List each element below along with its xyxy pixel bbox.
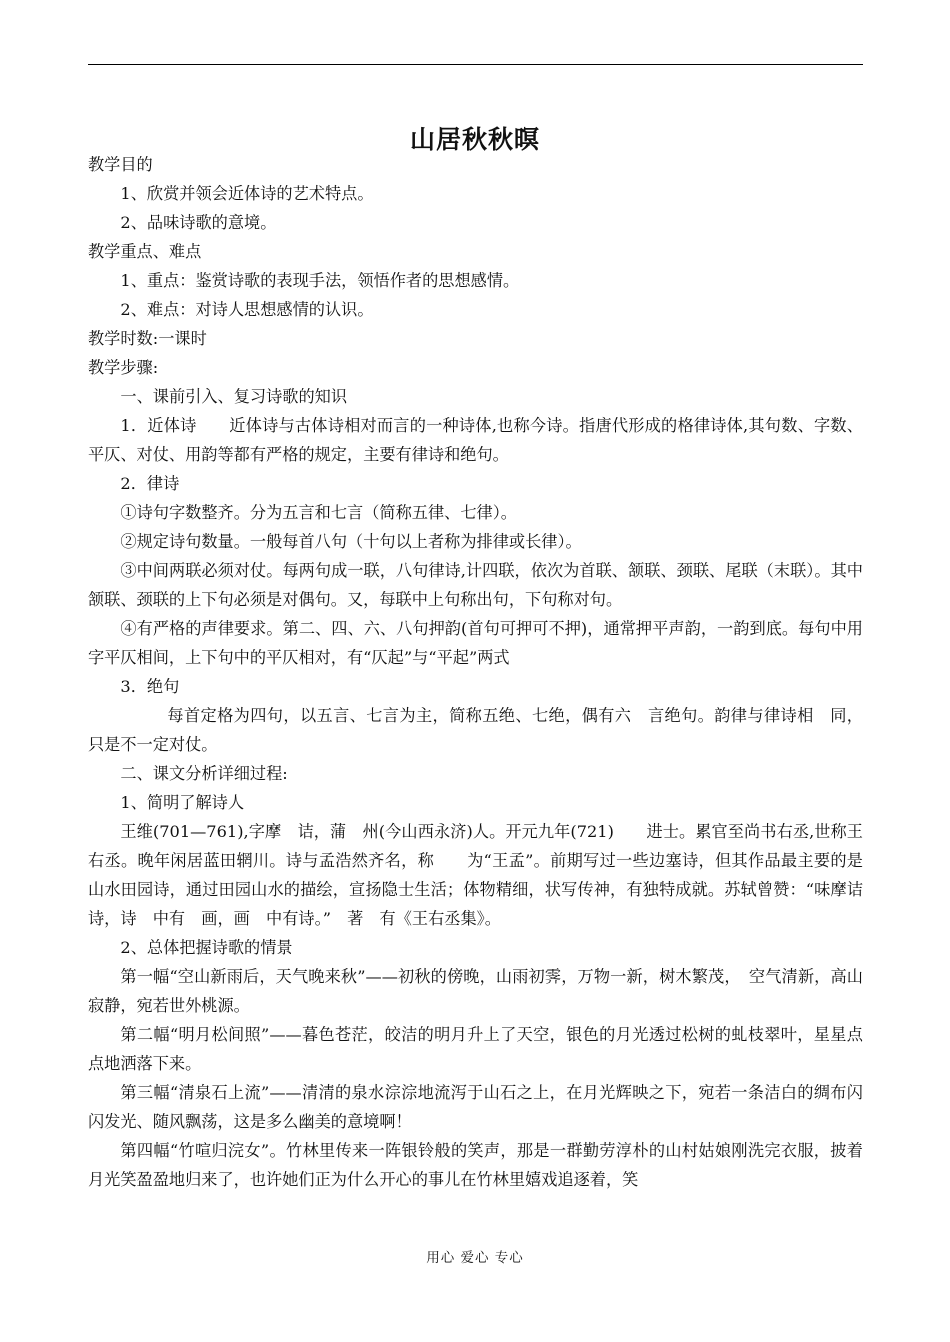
key-point-item: 2、难点：对诗人思想感情的认识。 <box>120 300 374 319</box>
rule-item: ②规定诗句数量。一般每首八句（十句以上者称为排律或长律）。 <box>120 532 582 551</box>
paragraph: 1．近体诗 近体诗与古体诗相对而言的一种诗体,也称今诗。指唐代形成的格律诗体,其句数、字数、平仄、对仗、用韵等都有严格的规定，主要有律诗和绝句。 <box>88 416 863 464</box>
section-heading: 一、课前引入、复习诗歌的知识 <box>120 387 348 406</box>
objective-item: 2、品味诗歌的意境。 <box>120 213 277 232</box>
subheading: 2．律诗 <box>120 474 180 493</box>
heading-objectives: 教学目的 <box>88 155 153 174</box>
paragraph: 第一幅“空山新雨后，天气晚来秋”——初秋的傍晚，山雨初霁，万物一新，树木繁茂， 空气清新，高山寂静，宛若世外桃源。 <box>88 967 863 1015</box>
heading-key-points: 教学重点、难点 <box>88 242 202 261</box>
paragraph: 王维(701—761),字摩 诘，蒲 州(今山西永济)人。开元九年(721) 进士。累官至尚书右丞,世称王右丞。晚年闲居蓝田辋川。诗与孟浩然齐名，称 为“王孟”。前期写过一些边塞诗，但其作品最主要的是山水田园诗，通过田园山水的描绘，宣扬隐士生活；体物精细，状写传神，有独特成就。苏轼曾赞：“味摩诘诗，诗 中有 画，画 中有诗。” 著 有《王右丞集》。 <box>88 822 863 928</box>
section-heading: 二、课文分析详细过程: <box>120 764 288 783</box>
class-hours: 教学时数:一课时 <box>88 329 207 348</box>
rule-item: ④有严格的声律要求。第二、四、六、八句押韵(首句可押可不押)，通常押平声韵，一韵到底。每句中用字平仄相间，上下句中的平仄相对，有“仄起”与“平起”两式 <box>88 619 863 667</box>
paragraph: 每首定格为四句，以五言、七言为主，简称五绝、七绝，偶有六 言绝句。韵律与律诗相 同，只是不一定对仗。 <box>88 706 863 754</box>
header-rule <box>88 64 863 65</box>
objective-item: 1、欣赏并领会近体诗的艺术特点。 <box>120 184 374 203</box>
paragraph: 第四幅“竹喧归浣女”。竹林里传来一阵银铃般的笑声，那是一群勤劳淳朴的山村姑娘刚洗完衣服，披着月光笑盈盈地归来了，也许她们正为什么开心的事儿在竹林里嬉戏追逐着，笑 <box>88 1141 863 1189</box>
subheading: 1、简明了解诗人 <box>120 793 245 812</box>
rule-item: ①诗句字数整齐。分为五言和七言（简称五律、七律）。 <box>120 503 517 522</box>
subheading: 2、总体把握诗歌的情景 <box>120 938 293 957</box>
heading-steps: 教学步骤: <box>88 358 159 377</box>
subheading: 3．绝句 <box>120 677 180 696</box>
key-point-item: 1、重点：鉴赏诗歌的表现手法，领悟作者的思想感情。 <box>120 271 520 290</box>
page-title: 山居秋秋暝 <box>409 125 540 154</box>
paragraph: 第三幅“清泉石上流”——清清的泉水淙淙地流泻于山石之上，在月光辉映之下，宛若一条洁白的绸布闪闪发光、随风飘荡，这是多么幽美的意境啊！ <box>88 1083 863 1131</box>
document-body <box>88 150 863 1194</box>
page-footer: 用心 爱心 专心 <box>426 1250 524 1266</box>
rule-item: ③中间两联必须对仗。每两句成一联，八句律诗,计四联，依次为首联、颔联、颈联、尾联（末联）。其中颔联、颈联的上下句必须是对偶句。又，每联中上句称出句，下句称对句。 <box>88 561 863 609</box>
paragraph: 第二幅“明月松间照”——暮色苍茫，皎洁的明月升上了天空，银色的月光透过松树的虬枝翠叶，星星点点地洒落下来。 <box>88 1025 863 1073</box>
